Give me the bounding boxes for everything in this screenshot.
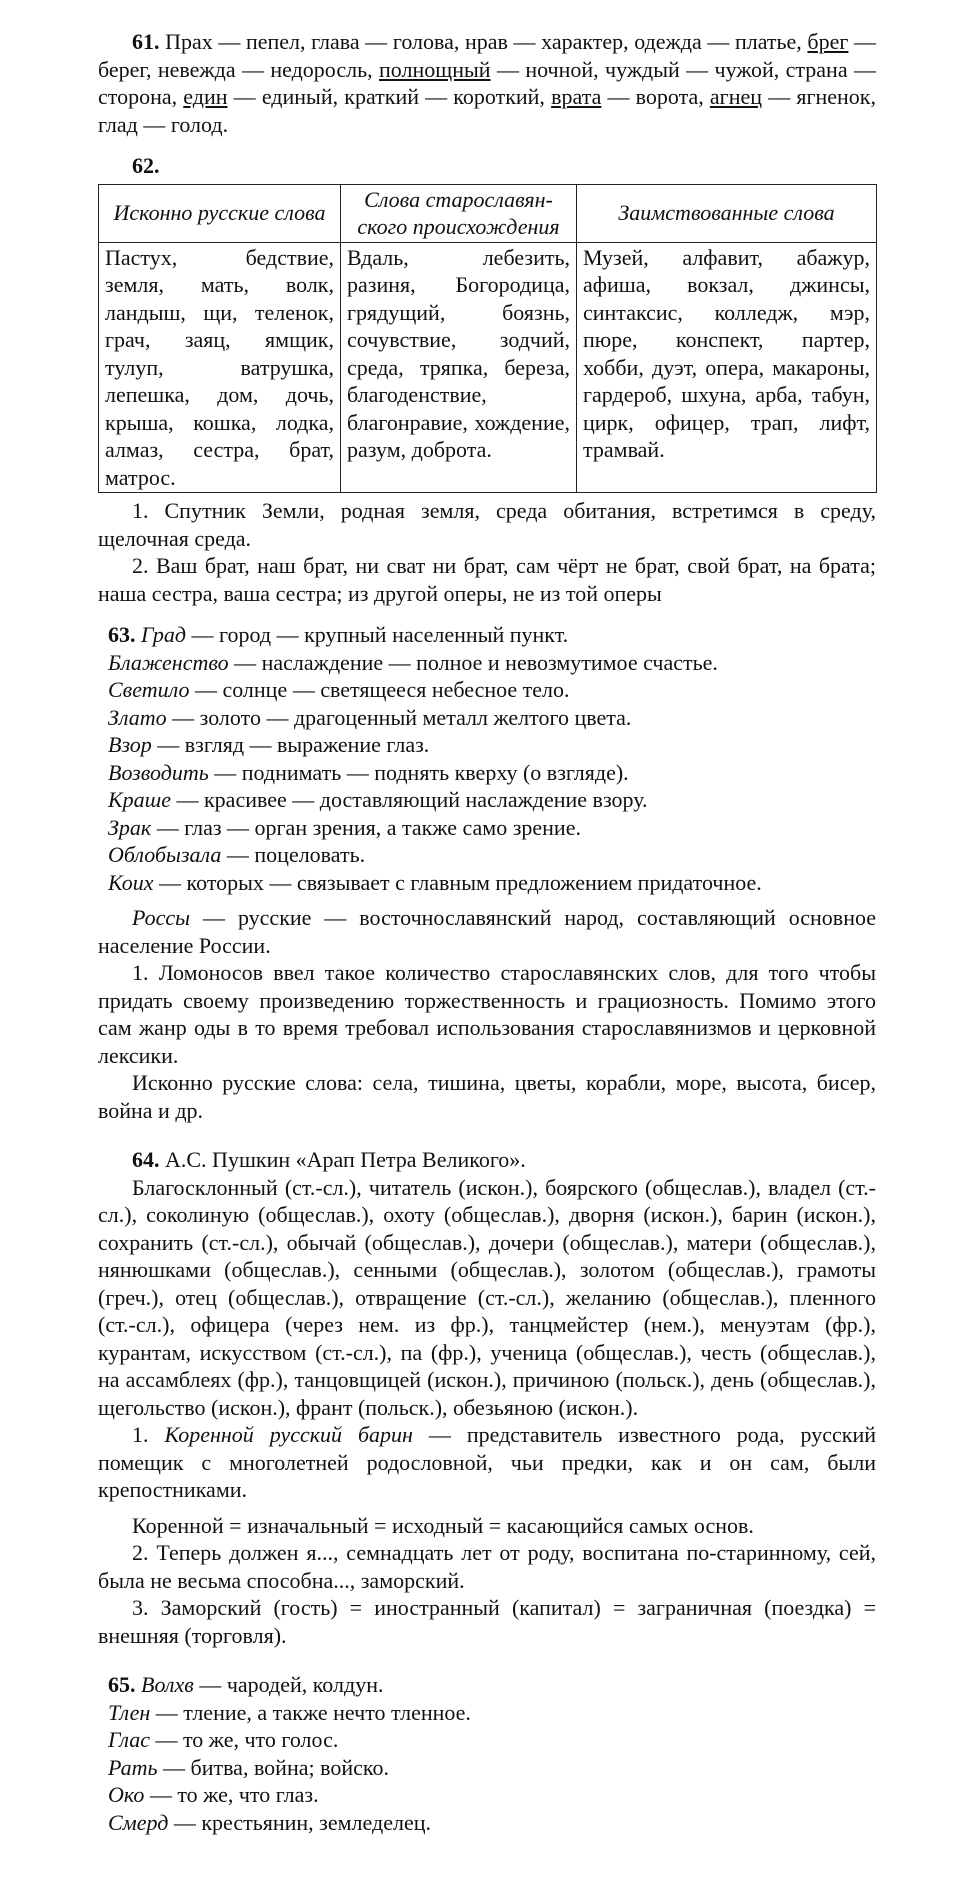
- exercise-63: [98, 621, 876, 1124]
- exercise-64-synonyms: Коренной = изначальный = исходный = касающийся самых основ.: [132, 1512, 754, 1538]
- exercise-64-body: Благосклонный (ст.-сл.), читатель (искон.), боярского (общеслав.), владел (ст.-сл.), соколиную (общеслав.), охоту (общеслав.), дворня (искон.), барин (искон.), сохранить (ст.-сл.), обычай (общеслав.), дочери (общеслав.), матери (общеслав.), нянюшками (общеслав.), сенными (общеслав.), золотом (общеслав.), грамоты (греч.), отец (общеслав.), отвращение (ст.-сл.), желанию (общеслав.), пленного (ст.-сл.), офицера (через нем. из фр.), танцмейстер (нем.), менуэтам (фр.), курантам, искусством (ст.-сл.), па (фр.), ученица (общеслав.), честь (общеслав.), на ассамблеях (фр.), танцовщицей (искон.), причиною (польск.), день (общеслав.), щегольство (искон.), франт (польск.), обезьяною (искон.).: [98, 1174, 876, 1420]
- definition: — глаз — орган зрения, а также само зрение.: [151, 814, 581, 840]
- text-segment: — ночной, чуждый — чужой, страна — сторона,: [98, 56, 876, 109]
- exercise-63-answer-1: 1. Ломоносов ввел такое количество старославянских слов, для того чтобы придать своему произведению торжественность и грациозность. Помимо этого сам жанр оды в то время требовал использования старославянизмов и церковной лексики.: [98, 960, 876, 1068]
- definition: — взгляд — выражение глаз.: [151, 732, 430, 757]
- definition-line: [98, 1809, 876, 1837]
- text-segment: — ворота,: [601, 84, 710, 109]
- exercise-62-note-1: 1. Спутник Земли, родная земля, среда обитания, встретимся в среду, щелочная среда.: [98, 498, 876, 551]
- definition: — солнце — светящееся небесное тело.: [189, 677, 570, 702]
- archaic-word: Взор: [108, 732, 152, 757]
- text-segment: — ягненок, глад — голод.: [98, 84, 876, 137]
- definition: — крестьянин, земледелец.: [168, 1809, 431, 1835]
- cell-old-slavonic-words: Вдаль, лебезить, разиня, Богородица, грядущий, боязнь, сочувствие, зодчий, среда, тряпка, береза, благоденствие, благонравие, хождение, разум, доброта.: [341, 242, 577, 493]
- definition: — то же, что глаз.: [144, 1782, 319, 1807]
- archaic-word: Светило: [108, 677, 190, 702]
- underlined-word: врата: [551, 84, 602, 109]
- cell-native-words: Пастух, бедствие, земля, мать, волк, ландыш, щи, теленок, грач, заяц, ямщик, тулуп, ватрушка, лепешка, дом, дочь, крыша, кошка, лодка, алмаз, сестра, брат, матрос.: [99, 242, 341, 493]
- exercise-64-answer-2: 2. Теперь должен я..., семнадцать лет от роду, воспитана по-старинному, сей, была не весьма способна..., заморский.: [98, 1540, 876, 1593]
- archaic-word: Смерд: [108, 1809, 169, 1835]
- underlined-word: полнощный: [379, 56, 491, 82]
- archaic-word: Град: [141, 622, 187, 647]
- definition: — чародей, колдун.: [193, 1672, 384, 1697]
- text-segment: — единый, краткий — короткий,: [227, 84, 552, 109]
- archaic-word: Россы: [132, 905, 191, 930]
- definition-line: [98, 759, 876, 787]
- column-header-native: Исконно русские слова: [99, 184, 341, 242]
- definition: — поцеловать.: [221, 842, 366, 867]
- exercise-number: 61.: [132, 29, 160, 54]
- exercise-number: 63.: [108, 622, 136, 647]
- cell-borrowed-words: Музей, алфавит, абажур, афиша, вокзал, джинсы, синтаксис, колледж, мэр, пюре, конспект, партер, хобби, дуэт, опера, макароны, гардероб, шхуна, арба, табун, цирк, офицер, трап, лифт, трамвай.: [577, 242, 877, 493]
- exercise-number: 62.: [132, 153, 160, 178]
- definition: — красивее — доставляющий наслаждение взору.: [170, 787, 648, 812]
- exercise-62-heading: [98, 152, 876, 180]
- definition-line: [98, 621, 876, 649]
- exercise-64: [98, 1146, 876, 1649]
- exercise-number: 65.: [108, 1672, 136, 1697]
- definition: — которых — связывает с главным предложением придаточное.: [153, 869, 762, 895]
- definition: — тление, а также нечто тленное.: [150, 1699, 471, 1725]
- archaic-word: Рать: [108, 1754, 158, 1780]
- archaic-word: Блаженство: [108, 649, 229, 675]
- definition-line: [98, 1699, 876, 1727]
- source-title: А.С. Пушкин «Арап Петра Великого».: [165, 1147, 526, 1172]
- definition-line: [98, 649, 876, 677]
- word-origin-table: [98, 184, 877, 494]
- definition: — то же, что голос.: [149, 1727, 339, 1752]
- definition-rossy: [98, 904, 876, 959]
- definition-line: [98, 1726, 876, 1754]
- definition: — наслаждение — полное и невозмутимое счастье.: [228, 649, 718, 675]
- definition-line: [98, 676, 876, 704]
- archaic-word: Краше: [108, 787, 171, 812]
- definition-line: [98, 1754, 876, 1782]
- textbook-page: [98, 28, 876, 1836]
- definition-line: [98, 731, 876, 759]
- exercise-64-answer-3: 3. Заморский (гость) = иностранный (капитал) = заграничная (поездка) = внешняя (торговля).: [98, 1595, 876, 1648]
- exercise-62-note-2: 2. Ваш брат, наш брат, ни сват ни брат, сам чёрт не брат, свой брат, на брата; наша сестра, ваша сестра; из другой оперы, не из той оперы: [98, 553, 876, 606]
- archaic-word: Око: [108, 1782, 145, 1807]
- archaic-word: Облобызала: [108, 842, 222, 867]
- archaic-word: Возводить: [108, 759, 209, 785]
- definition: — город — крупный населенный пункт.: [186, 622, 569, 647]
- exercise-64-title: [98, 1146, 876, 1174]
- text-segment: — берег, невежда — недоросль,: [98, 29, 877, 82]
- archaic-word: Волхв: [141, 1672, 194, 1697]
- column-header-borrowed: Заимствованные слова: [577, 184, 877, 242]
- exercise-number: 64.: [132, 1147, 160, 1172]
- exercise-64-answer-1: 1. Коренной русский барин — представитель известного рода, русский помещик с многолетней родословной, чьи предки, как и он сам, были крепостниками.: [98, 1422, 876, 1502]
- underlined-word: брег: [807, 29, 849, 54]
- definition-line: [98, 841, 876, 869]
- definition-line: [98, 1781, 876, 1809]
- exercise-65: [98, 1671, 876, 1836]
- definition-line: [98, 814, 876, 842]
- definition-line: [98, 869, 876, 897]
- term: Коренной русский барин: [164, 1422, 413, 1447]
- archaic-word: Злато: [108, 704, 167, 730]
- definition-line: [98, 786, 876, 814]
- underlined-word: агнец: [709, 84, 763, 109]
- exercise-63-answer-2: Исконно русские слова: села, тишина, цветы, корабли, море, высота, бисер, война и др.: [98, 1070, 876, 1123]
- definition: — поднимать — поднять кверху (о взгляде).: [208, 759, 629, 785]
- archaic-word: Глас: [108, 1727, 150, 1752]
- definition-line: [98, 704, 876, 732]
- column-header-old-slavonic: Слова старославян-ского происхождения: [341, 184, 577, 242]
- exercise-61: [98, 28, 876, 138]
- archaic-word: Тлен: [108, 1699, 151, 1725]
- definition: — золото — драгоценный металл желтого цвета.: [166, 704, 632, 730]
- archaic-word: Коих: [108, 869, 154, 895]
- definition: — русские — восточнославянский народ, составляющий основное население России.: [98, 905, 876, 958]
- definition: — битва, война; войско.: [157, 1754, 389, 1780]
- text-segment: Прах — пепел, глава — голова, нрав — характер, одежда — платье,: [165, 29, 808, 54]
- definition-line: [98, 1671, 876, 1699]
- archaic-word: Зрак: [108, 814, 152, 840]
- underlined-word: един: [183, 84, 228, 109]
